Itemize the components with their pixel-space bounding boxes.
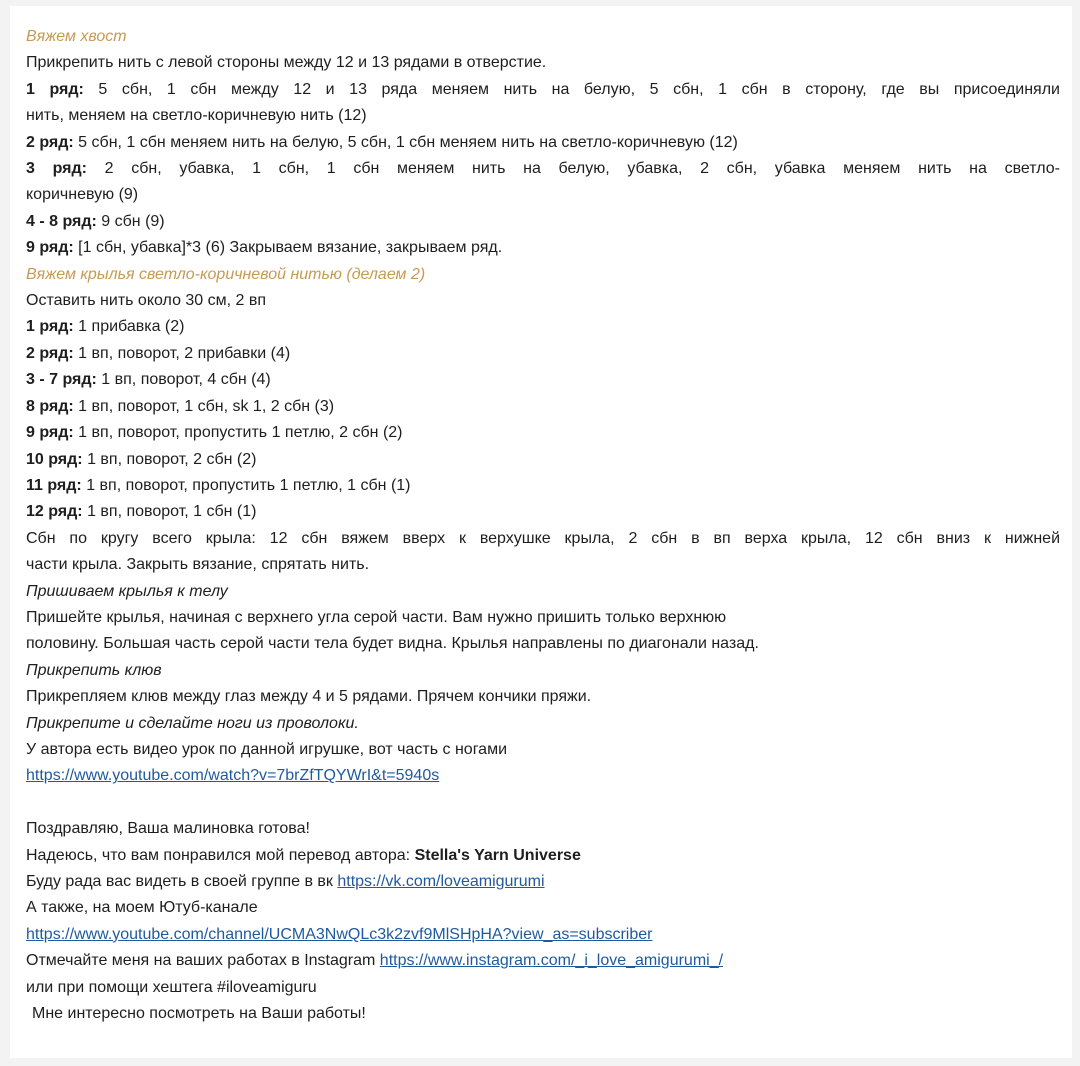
- tail-row-3-cont: коричневую (9): [26, 186, 139, 204]
- hashtag-text: или при помощи хештега #iloveamiguru: [26, 978, 317, 996]
- closing-text: Мне интересно посмотреть на Ваши работы!: [32, 1005, 366, 1023]
- row-text: 9 сбн (9): [96, 212, 165, 230]
- instagram-prefix: Отмечайте меня на ваших работах в Instagram: [26, 952, 380, 970]
- congrats-text: Поздравляю, Ваша малиновка готова!: [26, 820, 310, 838]
- wings-intro: Оставить нить около 30 см, 2 вп: [26, 292, 267, 310]
- row-text: 1 вп, поворот, пропустить 1 петлю, 2 сбн (2): [73, 424, 403, 442]
- row-label: 2 ряд:: [26, 344, 74, 362]
- wings-row-10: [26, 447, 1060, 473]
- wings-heading: Вяжем крылья светло-коричневой нитью (делаем 2): [26, 265, 426, 283]
- credit-prefix: Надеюсь, что вам понравился мой перевод автора:: [26, 846, 415, 864]
- row-text: 1 вп, поворот, 2 сбн (2): [82, 450, 257, 468]
- legs-heading: Прикрепите и сделайте ноги из проволоки.: [26, 714, 359, 732]
- row-label: 12 ряд:: [26, 503, 83, 521]
- sew-heading: Пришиваем крылья к телу: [26, 582, 228, 600]
- row-label: 9 ряд:: [26, 239, 74, 257]
- row-text: 1 вп, поворот, 4 сбн (4): [96, 371, 271, 389]
- row-label: 3 ряд:: [26, 160, 87, 178]
- document-page: [10, 6, 1072, 1058]
- tail-row-1-cont: нить, меняем на светло-коричневую нить (12): [26, 107, 367, 125]
- translation-credit: [26, 843, 1060, 869]
- spacer: [26, 790, 1060, 816]
- row-label: 1 ряд:: [26, 80, 84, 98]
- wings-row-1: [26, 314, 1060, 340]
- wings-row-2: [26, 341, 1060, 367]
- pattern-text: [26, 24, 1060, 1027]
- wings-border-line-2: части крыла. Закрыть вязание, спрятать нить.: [26, 556, 370, 574]
- row-text: [1 сбн, убавка]*3 (6) Закрываем вязание, закрываем ряд.: [73, 239, 503, 257]
- row-label: 4 - 8 ряд:: [26, 212, 97, 230]
- row-label: 8 ряд:: [26, 397, 74, 415]
- tail-intro: Прикрепить нить с левой стороны между 12 и 13 рядами в отверстие.: [26, 54, 547, 72]
- row-label: 1 ряд:: [26, 318, 74, 336]
- row-text: 1 вп, поворот, 1 сбн (1): [82, 503, 257, 521]
- beak-text: Прикрепляем клюв между глаз между 4 и 5 рядами. Прячем кончики пряжи.: [26, 688, 592, 706]
- youtube-video-link[interactable]: https://www.youtube.com/watch?v=7brZfTQYWrI&t=5940s: [26, 767, 440, 785]
- wings-row-9: [26, 420, 1060, 446]
- wings-row-3-7: [26, 367, 1060, 393]
- row-text: 1 прибавка (2): [73, 318, 185, 336]
- row-text: 2 сбн, убавка, 1 сбн, 1 сбн меняем нить на белую, убавка, 2 сбн, убавка меняем нить на светло-: [86, 160, 1060, 178]
- tail-row-1: [26, 77, 1060, 103]
- wings-row-11: [26, 473, 1060, 499]
- row-text: 1 вп, поворот, 1 сбн, sk 1, 2 сбн (3): [73, 397, 335, 415]
- instagram-line: [26, 948, 1060, 974]
- row-label: 3 - 7 ряд:: [26, 371, 97, 389]
- tail-row-3: [26, 156, 1060, 182]
- sew-line-2: половину. Большая часть серой части тела будет видна. Крылья направлены по диагонали назад.: [26, 635, 759, 653]
- tail-row-9: [26, 235, 1060, 261]
- author-name: Stella's Yarn Universe: [414, 846, 581, 864]
- vk-link[interactable]: https://vk.com/loveamigurumi: [337, 872, 545, 890]
- legs-text: У автора есть видео урок по данной игрушке, вот часть с ногами: [26, 740, 508, 758]
- row-text: 5 сбн, 1 сбн меняем нить на белую, 5 сбн, 1 сбн меняем нить на светло-коричневую (12): [73, 133, 738, 151]
- vk-prefix: Буду рада вас видеть в своей группе в вк: [26, 872, 338, 890]
- channel-text: А также, на моем Ютуб-канале: [26, 899, 258, 917]
- beak-heading: Прикрепить клюв: [26, 661, 162, 679]
- tail-heading: Вяжем хвост: [26, 28, 127, 45]
- youtube-channel-link[interactable]: https://www.youtube.com/channel/UCMA3NwQLc3k2zvf9MlSHpHA?view_as=subscriber: [26, 925, 653, 943]
- wings-row-12: [26, 499, 1060, 525]
- row-text: 5 сбн, 1 сбн между 12 и 13 ряда меняем нить на белую, 5 сбн, 1 сбн в сторону, где вы присоединяли: [83, 80, 1060, 98]
- wings-row-8: [26, 394, 1060, 420]
- tail-row-4-8: [26, 209, 1060, 235]
- row-text: 1 вп, поворот, пропустить 1 петлю, 1 сбн (1): [81, 476, 411, 494]
- wings-border-line-1: Сбн по кругу всего крыла: 12 сбн вяжем вверх к верхушке крыла, 2 сбн в вп верха крыла, 12 сбн вниз к нижней: [26, 529, 1060, 547]
- row-label: 11 ряд:: [26, 476, 82, 494]
- sew-line-1: Пришейте крылья, начиная с верхнего угла серой части. Вам нужно пришить только верхнюю: [26, 608, 727, 626]
- instagram-link[interactable]: https://www.instagram.com/_i_love_amigurumi_/: [379, 952, 724, 970]
- vk-group-line: [26, 869, 1060, 895]
- row-label: 9 ряд:: [26, 424, 74, 442]
- tail-row-2: [26, 130, 1060, 156]
- row-text: 1 вп, поворот, 2 прибавки (4): [73, 344, 291, 362]
- row-label: 10 ряд:: [26, 450, 83, 468]
- row-label: 2 ряд:: [26, 133, 74, 151]
